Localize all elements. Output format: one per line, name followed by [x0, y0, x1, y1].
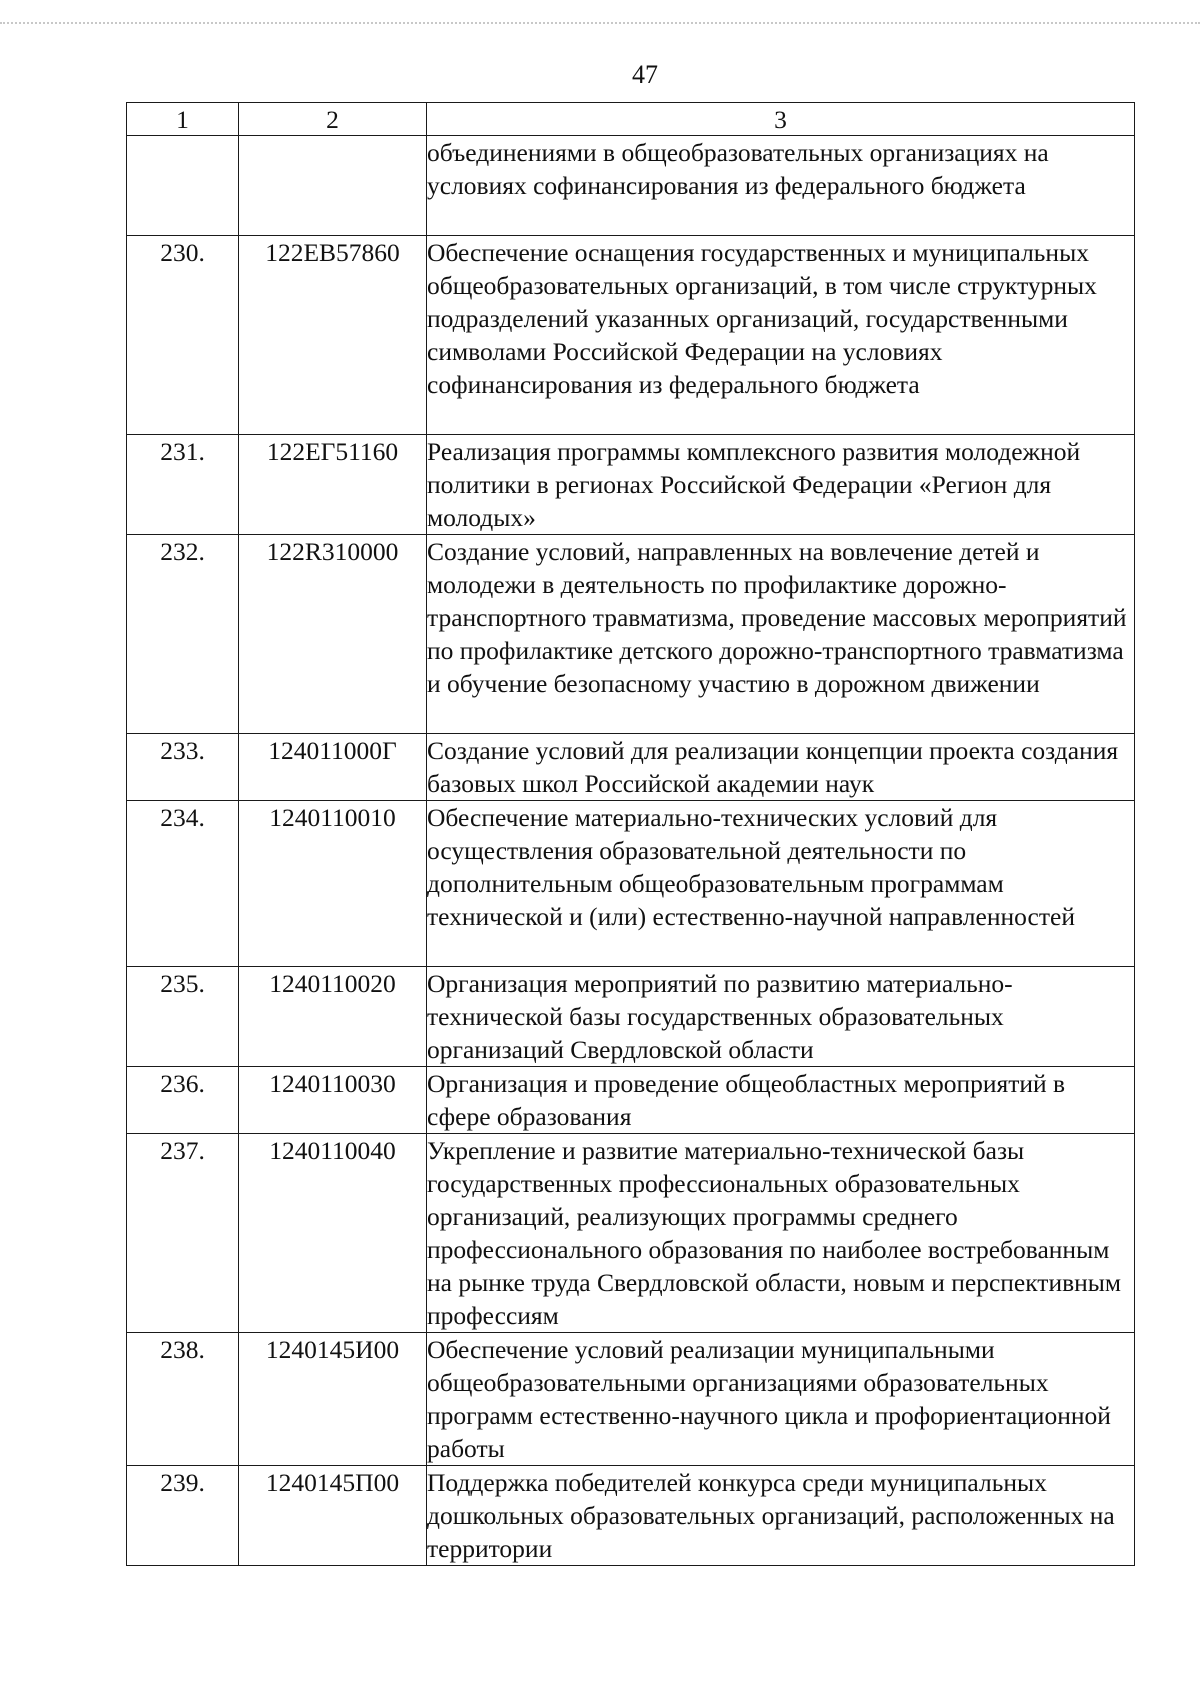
table-row — [127, 435, 1135, 535]
classification-table — [126, 102, 1135, 1566]
row-text: Обеспечение оснащения государственных и муниципальных общеобразовательных организаций, в том числе структурных подразделений указанных организаций, государственными символами Российской Федерации на условиях софинансирования из федерального бюджета — [427, 236, 1135, 435]
row-code: 1240145И00 — [239, 1333, 427, 1466]
row-number: 230. — [127, 236, 239, 435]
table-row — [127, 967, 1135, 1067]
table-row — [127, 801, 1135, 967]
row-number: 232. — [127, 535, 239, 734]
row-code: 1240110030 — [239, 1067, 427, 1134]
row-number: 234. — [127, 801, 239, 967]
row-code — [239, 136, 427, 236]
row-number: 239. — [127, 1466, 239, 1566]
row-text: Обеспечение материально-технических условий для осуществления образовательной деятельности по дополнительным общеобразовательным программам технической и (или) естественно-научной направленностей — [427, 801, 1135, 967]
row-number: 237. — [127, 1134, 239, 1333]
row-code: 1240110040 — [239, 1134, 427, 1333]
row-code: 1240145П00 — [239, 1466, 427, 1566]
row-text: Поддержка победителей конкурса среди муниципальных дошкольных образовательных организаций, расположенных на территории — [427, 1466, 1135, 1566]
column-header-1: 1 — [127, 103, 239, 136]
row-text: Реализация программы комплексного развития молодежной политики в регионах Российской Федерации «Регион для молодых» — [427, 435, 1135, 535]
row-number: 233. — [127, 734, 239, 801]
row-text: Организация и проведение общеобластных мероприятий в сфере образования — [427, 1067, 1135, 1134]
row-code: 122R310000 — [239, 535, 427, 734]
row-code: 122EГ51160 — [239, 435, 427, 535]
row-text: Создание условий для реализации концепции проекта создания базовых школ Российской академии наук — [427, 734, 1135, 801]
table-row — [127, 136, 1135, 236]
row-text: Обеспечение условий реализации муниципальными общеобразовательными организациями образовательных программ естественно-научного цикла и профориентационной работы — [427, 1333, 1135, 1466]
row-number — [127, 136, 239, 236]
row-text: Укрепление и развитие материально-технической базы государственных профессиональных образовательных организаций, реализующих программы среднего профессионального образования по наиболее востребованным на рынке труда Свердловской области, новым и перспективным профессиям — [427, 1134, 1135, 1333]
row-code: 1240110020 — [239, 967, 427, 1067]
row-code: 122EB57860 — [239, 236, 427, 435]
table-row — [127, 734, 1135, 801]
table-row — [127, 1466, 1135, 1566]
table-row — [127, 1333, 1135, 1466]
table-row — [127, 1067, 1135, 1134]
row-text: Организация мероприятий по развитию материально-технической базы государственных образовательных организаций Свердловской области — [427, 967, 1135, 1067]
row-number: 231. — [127, 435, 239, 535]
column-header-2: 2 — [239, 103, 427, 136]
table-header-row — [127, 103, 1135, 136]
scan-edge-dotted-line — [0, 22, 1200, 24]
table-row — [127, 535, 1135, 734]
row-code: 1240110010 — [239, 801, 427, 967]
row-code: 124011000Г — [239, 734, 427, 801]
row-number: 236. — [127, 1067, 239, 1134]
table-row — [127, 1134, 1135, 1333]
row-number: 235. — [127, 967, 239, 1067]
row-text: Создание условий, направленных на вовлечение детей и молодежи в деятельность по профилактике дорожно-транспортного травматизма, проведение массовых мероприятий по профилактике детского дорожно-транспортного травматизма и обучение безопасному участию в дорожном движении — [427, 535, 1135, 734]
row-number: 238. — [127, 1333, 239, 1466]
page-number: 47 — [632, 60, 658, 89]
table-row — [127, 236, 1135, 435]
column-header-3: 3 — [427, 103, 1135, 136]
row-text: объединениями в общеобразовательных организациях на условиях софинансирования из федерального бюджета — [427, 136, 1135, 236]
